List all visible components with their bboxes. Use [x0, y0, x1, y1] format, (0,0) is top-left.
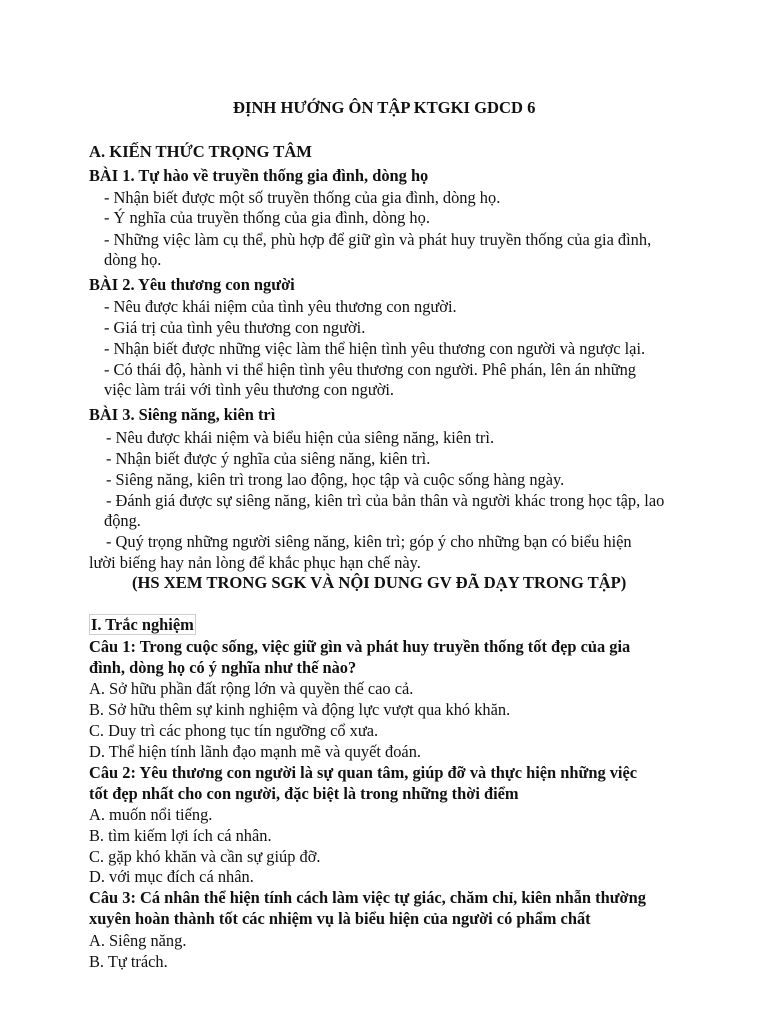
section-i-heading	[89, 615, 196, 636]
lesson-3-line: - Nhận biết được ý nghĩa của siêng năng, kiên trì.	[106, 449, 431, 468]
lesson-1-line: - Nhận biết được một số truyền thống của gia đình, dòng họ.	[104, 188, 501, 207]
lesson-1-line: - Những việc làm cụ thể, phù hợp để giữ gìn và phát huy truyền thống của gia đình,	[104, 230, 652, 249]
document-title: ĐỊNH HƯỚNG ÔN TẬP KTGKI GDCD 6	[233, 98, 536, 117]
question-2-text-cont: tốt đẹp nhất cho con người, đặc biệt là trong những thời điểm	[89, 784, 519, 803]
lesson-2-line: - Nhận biết được những việc làm thể hiện tình yêu thương con người và ngược lại.	[104, 339, 646, 358]
question-3-option: A. Siêng năng.	[89, 931, 187, 950]
lesson-2-heading: BÀI 2. Yêu thương con người	[89, 275, 295, 294]
lesson-3-line: - Siêng năng, kiên trì trong lao động, học tập và cuộc sống hàng ngày.	[106, 470, 565, 489]
study-note: (HS XEM TRONG SGK VÀ NỘI DUNG GV ĐÃ DẠY TRONG TẬP)	[132, 573, 627, 592]
lesson-3-line: lười biếng hay nản lòng để khắc phục hạn chế này.	[89, 553, 421, 572]
lesson-1-line: - Ý nghĩa của truyền thống của gia đình, dòng họ.	[104, 208, 430, 227]
question-1-option: D. Thể hiện tính lãnh đạo mạnh mẽ và quyết đoán.	[89, 742, 421, 761]
lesson-3-line: động.	[104, 511, 141, 530]
lesson-2-line: - Giá trị của tình yêu thương con người.	[104, 318, 366, 337]
question-2-text: Câu 2: Yêu thương con người là sự quan tâm, giúp đỡ và thực hiện những việc	[89, 763, 638, 782]
question-1-text-cont: đình, dòng họ có ý nghĩa như thế nào?	[89, 658, 357, 677]
lesson-2-line: - Nêu được khái niệm của tình yêu thương con người.	[104, 297, 457, 316]
lesson-1-line: dòng họ.	[104, 250, 162, 269]
lesson-3-line: - Đánh giá được sự siêng năng, kiên trì của bản thân và người khác trong học tập, lao	[106, 491, 665, 510]
lesson-2-line: việc làm trái với tình yêu thương con người.	[104, 380, 395, 399]
question-3-text: Câu 3: Cá nhân thể hiện tính cách làm việc tự giác, chăm chỉ, kiên nhẫn thường	[89, 888, 646, 907]
lesson-3-heading: BÀI 3. Siêng năng, kiên trì	[89, 405, 276, 424]
lesson-1-heading: BÀI 1. Tự hào về truyền thống gia đình, dòng họ	[89, 166, 429, 185]
question-2-option: A. muốn nổi tiếng.	[89, 805, 213, 824]
section-a-heading: A. KIẾN THỨC TRỌNG TÂM	[89, 142, 312, 161]
lesson-3-line: - Quý trọng những người siêng năng, kiên trì; góp ý cho những bạn có biểu hiện	[106, 532, 632, 551]
question-2-option: D. với mục đích cá nhân.	[89, 867, 254, 886]
lesson-2-line: - Có thái độ, hành vi thể hiện tình yêu thương con người. Phê phán, lên án những	[104, 360, 636, 379]
lesson-3-line: - Nêu được khái niệm và biểu hiện của siêng năng, kiên trì.	[106, 428, 495, 447]
question-3-text-cont: xuyên hoàn thành tốt các nhiệm vụ là biểu hiện của người có phẩm chất	[89, 909, 591, 928]
question-1-option: A. Sở hữu phần đất rộng lớn và quyền thế cao cả.	[89, 679, 414, 698]
question-1-option: B. Sở hữu thêm sự kinh nghiệm và động lực vượt qua khó khăn.	[89, 700, 511, 719]
question-2-option: C. gặp khó khăn và cần sự giúp đỡ.	[89, 847, 321, 866]
question-1-option: C. Duy trì các phong tục tín ngưỡng cổ xưa.	[89, 721, 379, 740]
section-i-label: I. Trắc nghiệm	[91, 615, 194, 634]
question-1-text: Câu 1: Trong cuộc sống, việc giữ gìn và phát huy truyền thống tốt đẹp của gia	[89, 637, 631, 656]
question-3-option: B. Tự trách.	[89, 952, 168, 971]
question-2-option: B. tìm kiếm lợi ích cá nhân.	[89, 826, 272, 845]
